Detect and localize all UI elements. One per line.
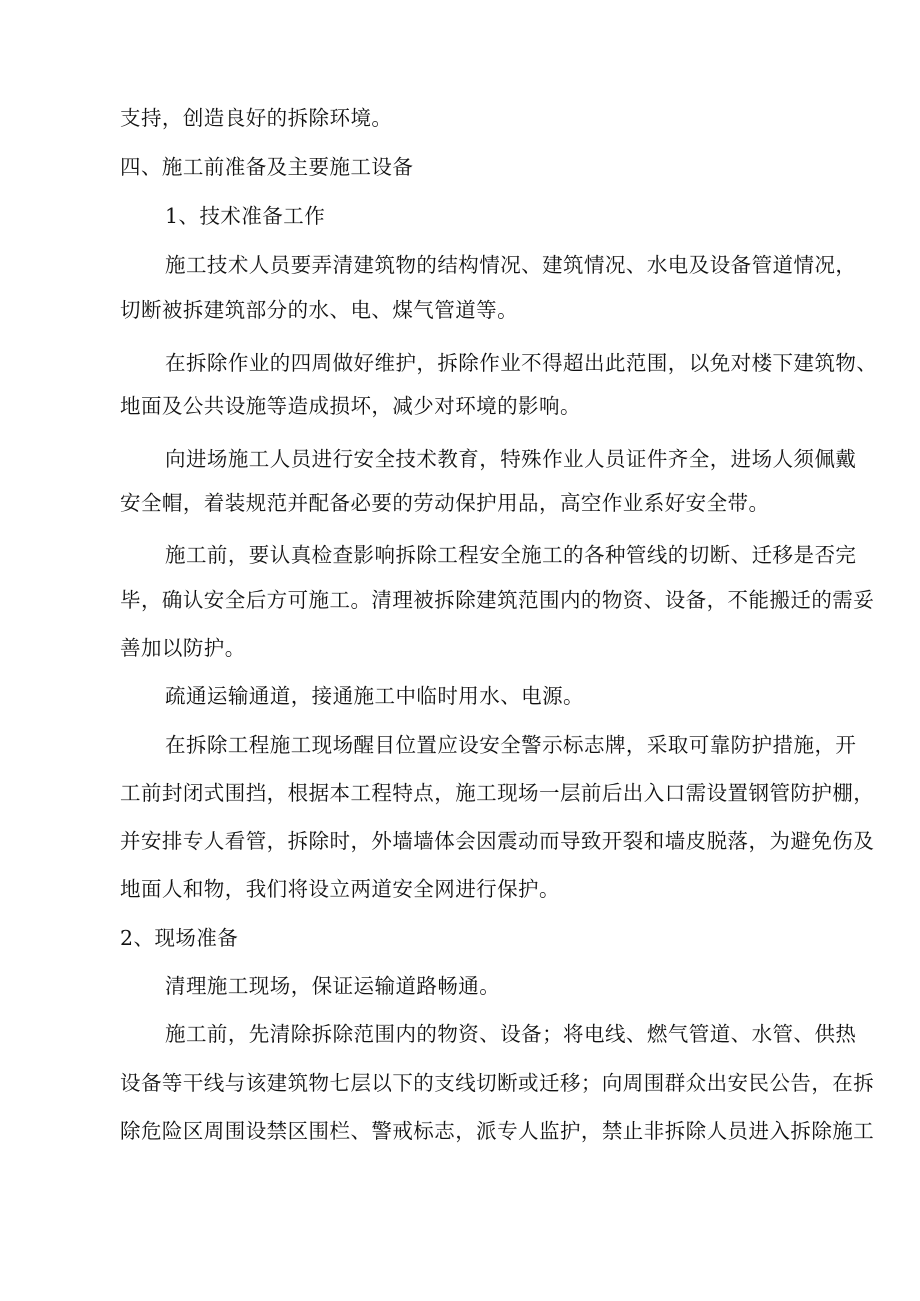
paragraph-line: 除危险区周围设禁区围栏、警戒标志，派专人监护，禁止非拆除人员进入拆除施工 bbox=[120, 1119, 875, 1143]
paragraph-line: 施工前，要认真检查影响拆除工程安全施工的各种管线的切断、迁移是否完 bbox=[165, 543, 857, 567]
paragraph-line: 施工前，先清除拆除范围内的物资、设备；将电线、燃气管道、水管、供热 bbox=[165, 1022, 857, 1046]
paragraph-line: 工前封闭式围挡，根据本工程特点，施工现场一层前后出入口需设置钢管防护棚， bbox=[120, 781, 875, 805]
paragraph-line: 向进场施工人员进行安全技术教育，特殊作业人员证件齐全，进场人须佩戴 bbox=[165, 447, 857, 471]
paragraph-line: 疏通运输通道，接通施工中临时用水、电源。 bbox=[165, 684, 584, 708]
section-heading: 四、施工前准备及主要施工设备 bbox=[120, 155, 414, 179]
subsection-heading: 1、技术准备工作 bbox=[165, 204, 326, 228]
paragraph-line: 地面及公共设施等造成损坏，减少对环境的影响。 bbox=[120, 394, 581, 418]
subsection-heading: 2、现场准备 bbox=[120, 926, 239, 950]
paragraph-line: 善加以防护。 bbox=[120, 636, 246, 660]
paragraph-line: 在拆除作业的四周做好维护，拆除作业不得超出此范围，以免对楼下建筑物、 bbox=[165, 351, 878, 375]
paragraph-line: 并安排专人看管，拆除时，外墙墙体会因震动而导致开裂和墙皮脱落，为避免伤及 bbox=[120, 829, 875, 853]
paragraph-line: 地面人和物，我们将设立两道安全网进行保护。 bbox=[120, 877, 560, 901]
paragraph-line: 毕，确认安全后方可施工。清理被拆除建筑范围内的物资、设备，不能搬迁的需妥 bbox=[120, 588, 875, 612]
paragraph-line: 清理施工现场，保证运输道路畅通。 bbox=[165, 974, 501, 998]
paragraph-line: 施工技术人员要弄清建筑物的结构情况、建筑情况、水电及设备管道情况， bbox=[165, 253, 857, 277]
paragraph-line: 切断被拆建筑部分的水、电、煤气管道等。 bbox=[120, 298, 519, 322]
text-line: 支持，创造良好的拆除环境。 bbox=[120, 106, 393, 130]
paragraph-line: 安全帽，着装规范并配备必要的劳动保护用品，高空作业系好安全带。 bbox=[120, 491, 770, 515]
paragraph-line: 设备等干线与该建筑物七层以下的支线切断或迁移；向周围群众出安民公告，在拆 bbox=[120, 1071, 875, 1095]
paragraph-line: 在拆除工程施工现场醒目位置应设安全警示标志牌，采取可靠防护措施，开 bbox=[165, 733, 857, 757]
